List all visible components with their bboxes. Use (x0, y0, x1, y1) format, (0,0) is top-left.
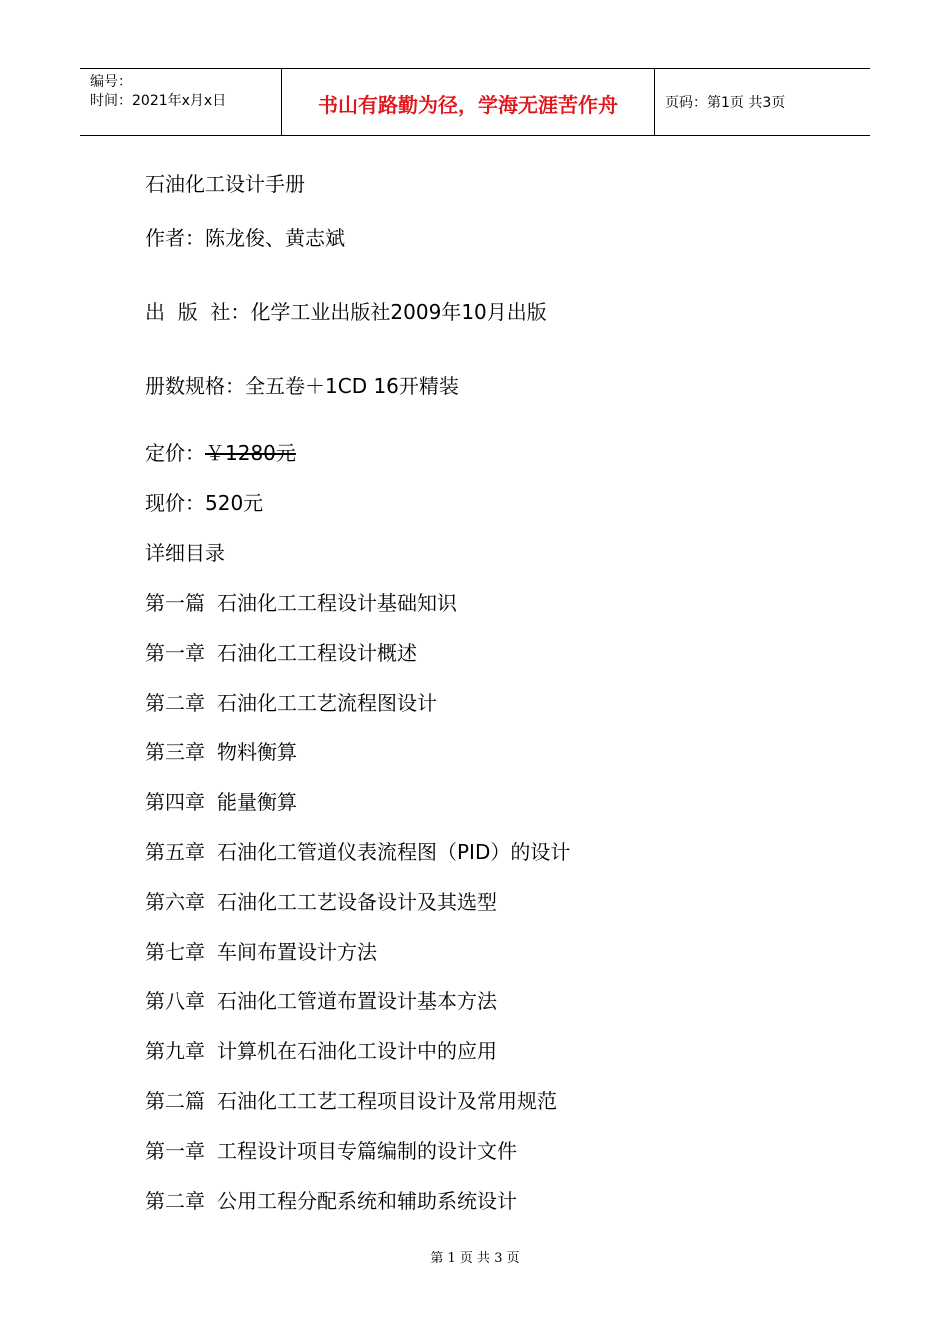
price-line (145, 440, 296, 466)
toc-entry (145, 789, 297, 815)
toc-entry-title: 石油化工工程设计基础知识 (217, 591, 457, 615)
toc-entry-title: 石油化工工艺工程项目设计及常用规范 (217, 1089, 557, 1113)
toc-heading: 详细目录 (145, 541, 225, 565)
toc-entry-title: 车间布置设计方法 (217, 940, 377, 964)
toc-entry (145, 1138, 517, 1164)
spec-line (145, 373, 459, 399)
toc-entry-title: 计算机在石油化工设计中的应用 (217, 1039, 497, 1063)
author-line (145, 225, 345, 251)
toc-entry-number: 第二章 (145, 691, 205, 715)
page-footer: 第 1 页 共 3 页 (430, 1251, 520, 1266)
publisher-line (145, 299, 547, 325)
toc-entry-number: 第二篇 (145, 1089, 205, 1113)
toc-entry-number: 第一篇 (145, 591, 205, 615)
publisher-value: 化学工业出版社2009年10月出版 (250, 300, 547, 324)
current-price-value: 520元 (205, 491, 264, 515)
toc-entry-title: 工程设计项目专篇编制的设计文件 (217, 1139, 517, 1163)
toc-entry-number: 第三章 (145, 740, 205, 764)
toc-entry (145, 988, 497, 1014)
toc-entry-number: 第一章 (145, 1139, 205, 1163)
toc-entry (145, 590, 457, 616)
toc-entry-title: 石油化工工程设计概述 (217, 641, 417, 665)
book-title: 石油化工设计手册 (145, 172, 305, 196)
toc-entry (145, 1188, 517, 1214)
toc-entry-title: 石油化工管道仪表流程图（PID）的设计 (217, 840, 571, 864)
toc-entry-number: 第四章 (145, 790, 205, 814)
header-page-info: 页码：第1页 共3页 (665, 95, 786, 111)
toc-entry-number: 第六章 (145, 890, 205, 914)
toc-entry-number: 第二章 (145, 1189, 205, 1213)
header-motto: 书山有路勤为径，学海无涯苦作舟 (282, 69, 655, 135)
document-number-label: 编号： (90, 74, 132, 90)
author-label: 作者： (145, 226, 205, 250)
toc-entry-number: 第一章 (145, 641, 205, 665)
page-header (80, 68, 870, 136)
author-names: 陈龙俊、黄志斌 (205, 226, 345, 250)
document-time: 时间：2021年x月x日 (90, 93, 227, 109)
toc-entry-title: 物料衡算 (217, 740, 297, 764)
toc-entry-title: 石油化工工艺设备设计及其选型 (217, 890, 497, 914)
toc-entry (145, 690, 437, 716)
price-label: 定价： (145, 441, 205, 465)
toc-entry-title: 石油化工管道布置设计基本方法 (217, 989, 497, 1013)
toc-entry-number: 第八章 (145, 989, 205, 1013)
spec-value: 全五卷＋1CD 16开精装 (245, 374, 459, 398)
toc-entry-number: 第九章 (145, 1039, 205, 1063)
publisher-label: 出 版 社： (145, 300, 251, 324)
header-meta (80, 69, 282, 135)
toc-entry (145, 739, 297, 765)
toc-entry-number: 第五章 (145, 840, 205, 864)
original-price: ￥1280元 (205, 441, 296, 465)
toc-entry-title: 能量衡算 (217, 790, 297, 814)
toc-entry-number: 第七章 (145, 940, 205, 964)
toc-entry (145, 889, 497, 915)
toc-entry-title: 公用工程分配系统和辅助系统设计 (217, 1189, 517, 1213)
spec-label: 册数规格： (145, 374, 245, 398)
current-price-line (145, 490, 263, 516)
toc-entry (145, 939, 377, 965)
toc-entry (145, 1088, 557, 1114)
toc-entry (145, 839, 570, 865)
toc-entry (145, 1038, 497, 1064)
toc-entry-title: 石油化工工艺流程图设计 (217, 691, 437, 715)
toc-entry (145, 640, 417, 666)
current-price-label: 现价： (145, 491, 205, 515)
